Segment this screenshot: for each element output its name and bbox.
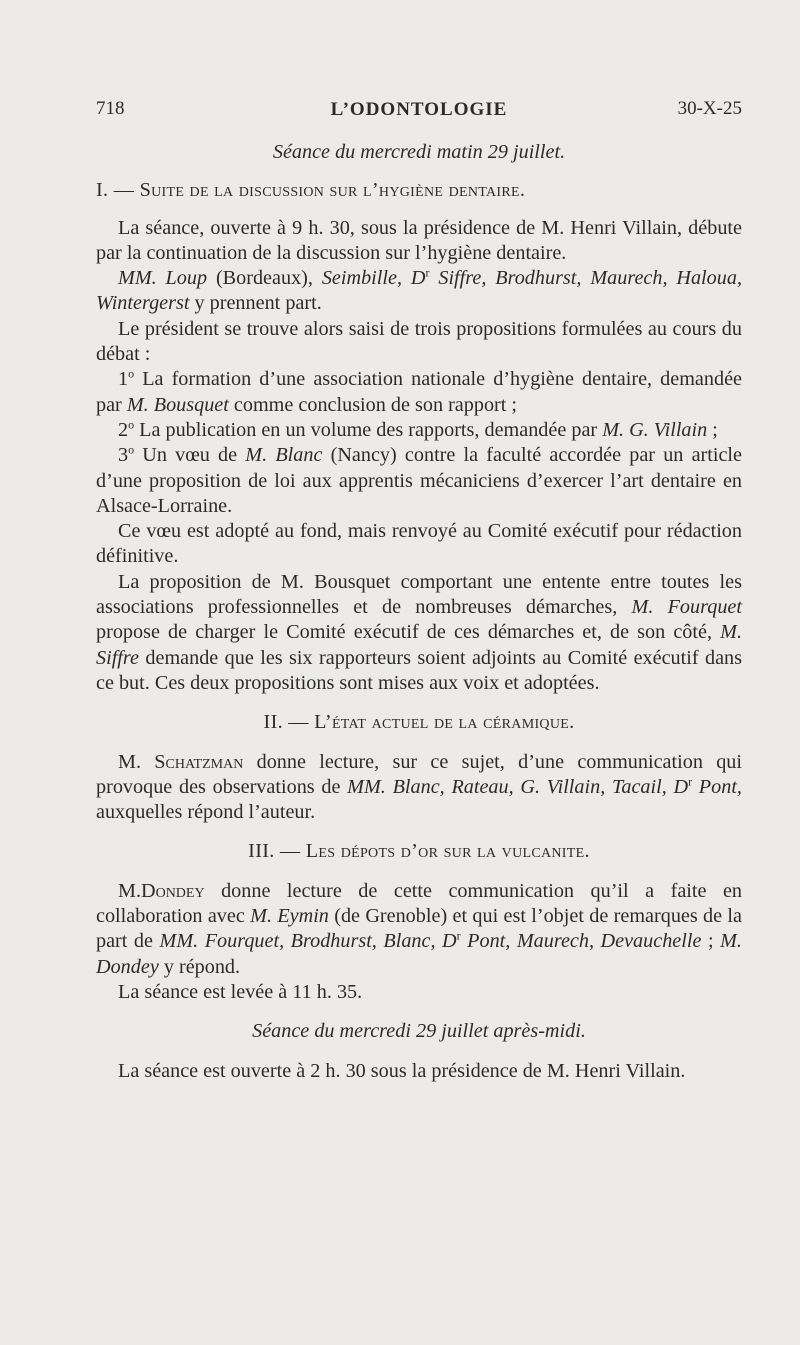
list-item: 3$^o$ Un vœu de M. Blanc (Nancy) contre la faculté accordée par un article d’une proposition de loi aux apprentis mécaniciens d’exercer l’art dentaire en Alsace-Lorraine. [96,442,742,517]
session-heading-morning: Séance du mercredi matin 29 juillet. [272,141,566,163]
section-heading-3 [96,839,742,864]
article-body [96,140,742,1084]
paragraph: La séance est levée à 11 h. 35. [118,980,363,1003]
section-title: Suite de la discussion sur l’hygiène dentaire. [139,179,526,202]
section-number: III. — [248,840,301,863]
paragraph: Ce vœu est adopté au fond, mais renvoyé au Comité exécutif pour rédaction définitive. [96,520,742,568]
issue-date: 30-X-25 [677,98,742,119]
paragraph: MM. Loup (Bordeaux), Seimbille, $D^r$ Siffre, Brodhurst, Maurech, Haloua, Wintergerst y prennent part. [96,265,742,315]
paragraph: Le président se trouve alors saisi de trois propositions formulées au cours du débat : [96,317,742,366]
paragraph: La séance est ouverte à 2 h. 30 sous la présidence de M. Henri Villain. [118,1059,686,1082]
section-number: I. — [96,179,135,202]
paragraph: M. Schatzman donne lecture, sur ce sujet, d’une communication qui provoque des observations de MM. Blanc, Rateau, G. Villain, Tacail, $D^r$ Pont, auxquelles répond l’auteur. [96,750,743,824]
section-heading-2 [96,710,742,735]
section-title: L’état actuel de la céramique. [314,711,575,734]
section-heading-1 [96,178,742,203]
section-number: II. — [263,711,309,734]
page-number: 718 [96,98,125,119]
running-header [96,98,742,128]
list-item: 1$^o$ La formation d’une association nationale d’hygiène dentaire, demandée par M. Bousquet comme conclusion de son rapport ; [96,366,742,416]
paragraph: La proposition de M. Bousquet comportant une entente entre toutes les associations professionnelles et de nombreuses démarches, M. Fourquet propose de charger le Comité exécutif de ces démarches et, de son côté, M. Siffre demande que les six rapporteurs soient adjoints au Comité exécutif dans ce but. Ces deux propositions sont mises aux voix et adoptées. [96,570,742,694]
section-title: Les dépots d’or sur la vulcanite. [305,840,590,863]
list-item: 2$^o$ La publication en un volume des rapports, demandée par M. G. Villain ; [118,417,718,441]
session-heading-afternoon: Séance du mercredi 29 juillet après-midi. [252,1020,586,1043]
journal-title: L’ODONTOLOGIE [330,99,508,120]
paragraph: M.Dondey donne lecture de cette communication qu’il a faite en collaboration avec M. Eymin (de Grenoble) et qui est l’objet de remarques de la part de MM. Fourquet, Brodhurst, Blanc, $D^r$ Pont, Maurech, Devauchelle ; M. Dondey y répond. [96,879,742,978]
paragraph: La séance, ouverte à 9 h. 30, sous la présidence de M. Henri Villain, débute par la continuation de la discussion sur l’hygiène dentaire. [96,216,742,264]
